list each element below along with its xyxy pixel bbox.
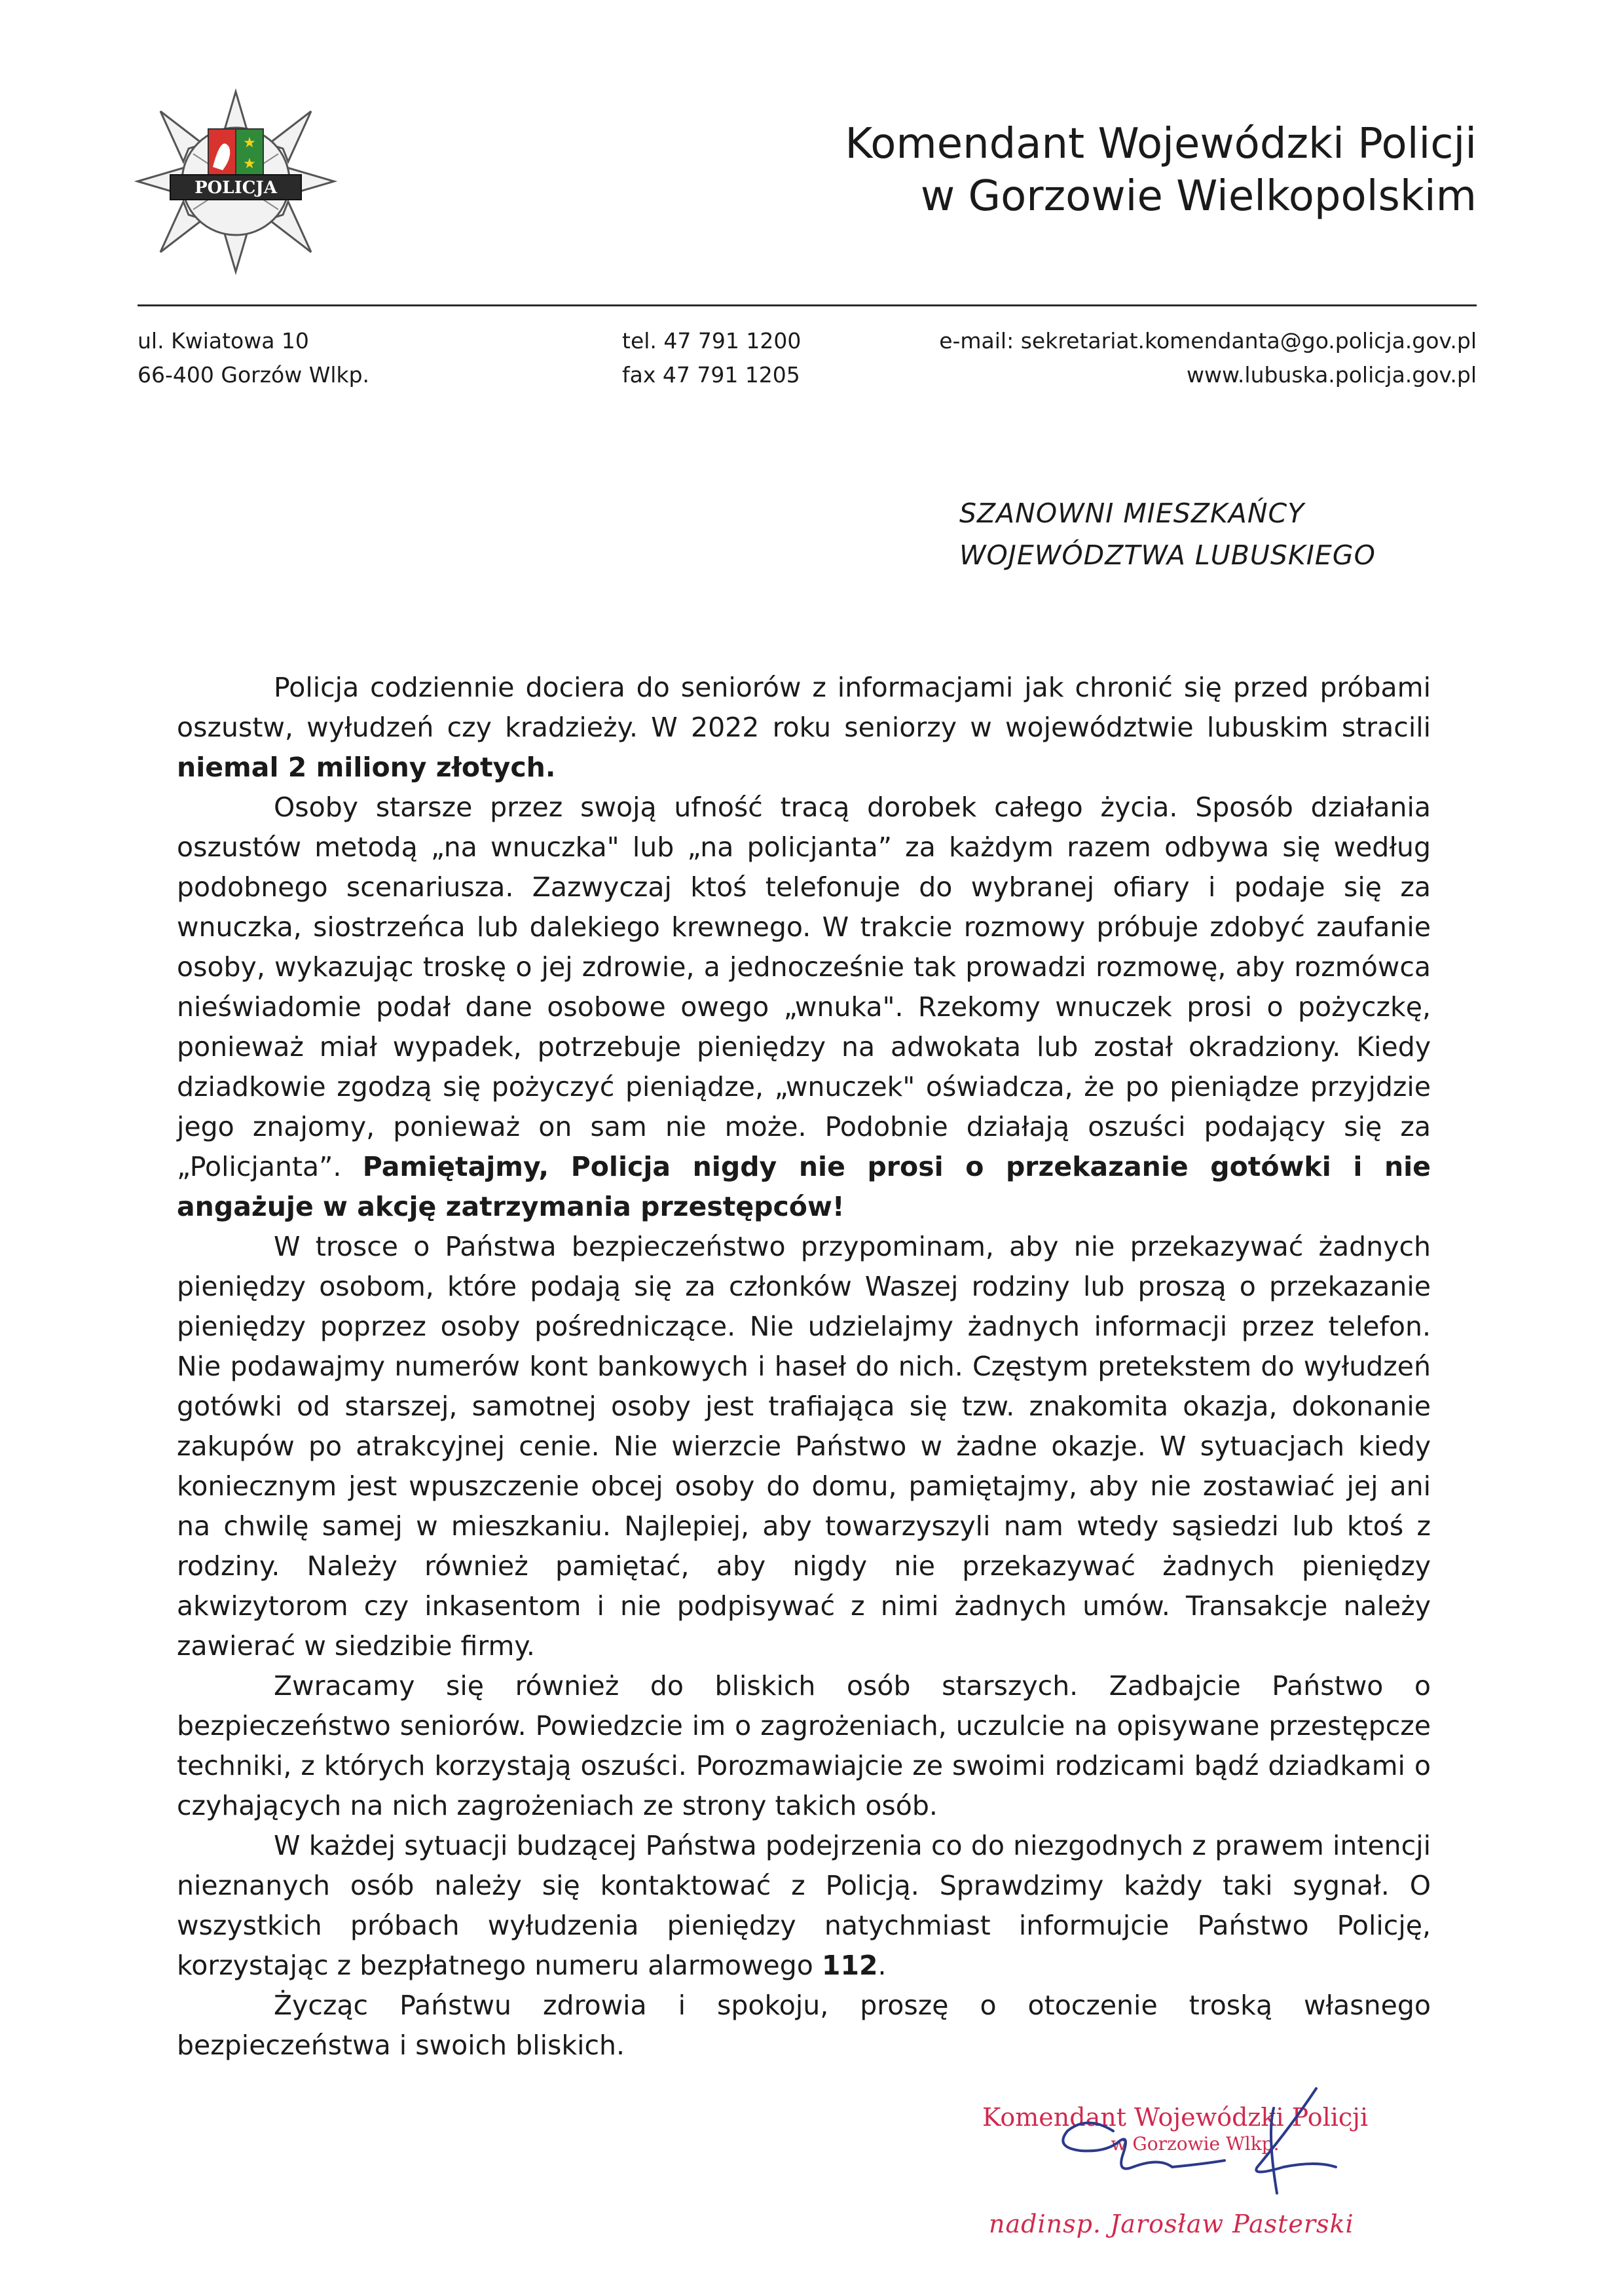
stamp-line1: Komendant Wojewódzki Policji (982, 2103, 1369, 2132)
paragraph-1-text: Policja codziennie dociera do seniorów z informacjami jak chronić się przed próbami oszustw, wyłudzeń czy kradzieży. W 2022 roku seniorzy w województwie lubuskim stracili (177, 672, 1431, 743)
paragraph-2-bold: Pamiętajmy, Policja nigdy nie prosi o przekazanie gotówki i nie angażuje w akcję zatrzymania przestępców! (177, 1151, 1431, 1222)
contact-www[interactable]: www.lubuska.policja.gov.pl (1186, 362, 1477, 388)
logo-text: POLICJA (194, 178, 277, 198)
contact-address (138, 324, 369, 392)
police-star-logo-icon (131, 88, 341, 275)
contact-email[interactable]: e-mail: sekretariat.komendanta@go.policja.gov.pl (939, 328, 1477, 354)
paragraph-1-bold: niemal 2 miliony złotych. (177, 752, 556, 783)
paragraph-1 (177, 668, 1431, 788)
stamp-line2: w Gorzowie Wlkp. (1111, 2133, 1280, 2155)
salutation (959, 492, 1376, 576)
svg-text:★: ★ (243, 135, 256, 151)
paragraph-2 (177, 788, 1431, 1227)
paragraph-2-text: Osoby starsze przez swoją ufność tracą dorobek całego życia. Sposób działania oszustów metodą „na wnuczka" lub „na policjanta” za każdym razem odbywa się według podobnego scenariusza. Zazwyczaj ktoś telefonuje do wybranej ofiary i podaje się za wnuczka, siostrzeńca lub dalekiego krewnego. W trakcie rozmowy próbuje zdobyć zaufanie osoby, wykazując troskę o jej zdrowie, a jednocześnie tak prowadzi rozmowę, aby rozmówca nieświadomie podał dane osobowe owego „wnuka". Rzekomy wnuczek prosi o pożyczkę, ponieważ miał wypadek, potrzebuje pieniędzy na adwokata lub został okradziony. Kiedy dziadkowie zgodzą się pożyczyć pieniądze, „wnuczek" oświadcza, że po pieniądze przyjdzie jego znajomy, ponieważ on sam nie może. Podobnie działają oszuści podający się za „Policjanta”. (177, 792, 1431, 1182)
handwritten-signature-icon (1008, 2069, 1349, 2200)
paragraph-4: Zwracamy się również do bliskich osób starszych. Zadbajcie Państwo o bezpieczeństwo seniorów. Powiedzcie im o zagrożeniach, uczulcie na opisywane przestępcze techniki, z których korzystają oszuści. Porozmawiajcie ze swoimi rodzicami bądź dziadkami o czyhających na nich zagrożeniach ze strony takich osób. (177, 1670, 1431, 1821)
emergency-number: 112 (821, 1950, 878, 1981)
contact-phones (622, 324, 801, 392)
letterhead-title-line1: Komendant Wojewódzki Policji (845, 120, 1477, 168)
letter-body (177, 668, 1431, 2066)
salutation-line2: WOJEWÓDZTWA LUBUSKIEGO (959, 539, 1376, 571)
paragraph-3: W trosce o Państwa bezpieczeństwo przypominam, aby nie przekazywać żadnych pieniędzy osobom, które podają się za członków Waszej rodziny lub proszą o przekazanie pieniędzy poprzez osoby pośredniczące. Nie udzielajmy żadnych informacji przez telefon. Nie podawajmy numerów kont bankowych i haseł do nich. Częstym pretekstem do wyłudzeń gotówki od starszej, samotnej osoby jest trafiająca się tzw. znakomita okazja, dokonanie zakupów po atrakcyjnej cenie. Nie wierzcie Państwo w żadne okazje. W sytuacjach kiedy koniecznym jest wpuszczenie obcej osoby do domu, pamiętajmy, aby nie zostawiać jej ani na chwilę samej w mieszkaniu. Najlepiej, aby towarzyszyli nam wtedy sąsiedzi lub ktoś z rodziny. Należy również pamiętać, aby nigdy nie przekazywać żadnych pieniędzy akwizytorom czy inkasentom i nie podpisywać z nimi żadnych umów. Transakcje należy zawierać w siedzibie firmy. (177, 1231, 1431, 1662)
paragraph-5-text: W każdej sytuacji budzącej Państwa podejrzenia co do niezgodnych z prawem intencji nieznanych osób należy się kontaktować z Policją. Sprawdzimy każdy taki sygnał. O wszystkich próbach wyłudzenia pieniędzy natychmiast informujcie Państwo Policję, korzystając z bezpłatnego numeru alarmowego (177, 1830, 1431, 1981)
paragraph-5-end: . (877, 1950, 887, 1981)
svg-text:★: ★ (243, 156, 256, 172)
contact-online (939, 324, 1477, 392)
header-divider (138, 304, 1477, 306)
paragraph-6: Życząc Państwu zdrowia i spokoju, proszę o otoczenie troską własnego bezpieczeństwa i swoich bliskich. (177, 1990, 1431, 2061)
contact-street: ul. Kwiatowa 10 (138, 328, 309, 354)
contact-city: 66-400 Gorzów Wlkp. (138, 362, 370, 388)
contact-tel: tel. 47 791 1200 (622, 328, 802, 354)
salutation-line1: SZANOWNI MIESZKAŃCY (959, 498, 1305, 529)
contact-fax: fax 47 791 1205 (622, 362, 800, 388)
signatory-name: nadinsp. Jarosław Pasterski (989, 2210, 1354, 2238)
letterhead-title-line2: w Gorzowie Wielkopolskim (920, 172, 1477, 221)
letterhead-title (845, 118, 1477, 223)
paragraph-5 (177, 1826, 1431, 1986)
